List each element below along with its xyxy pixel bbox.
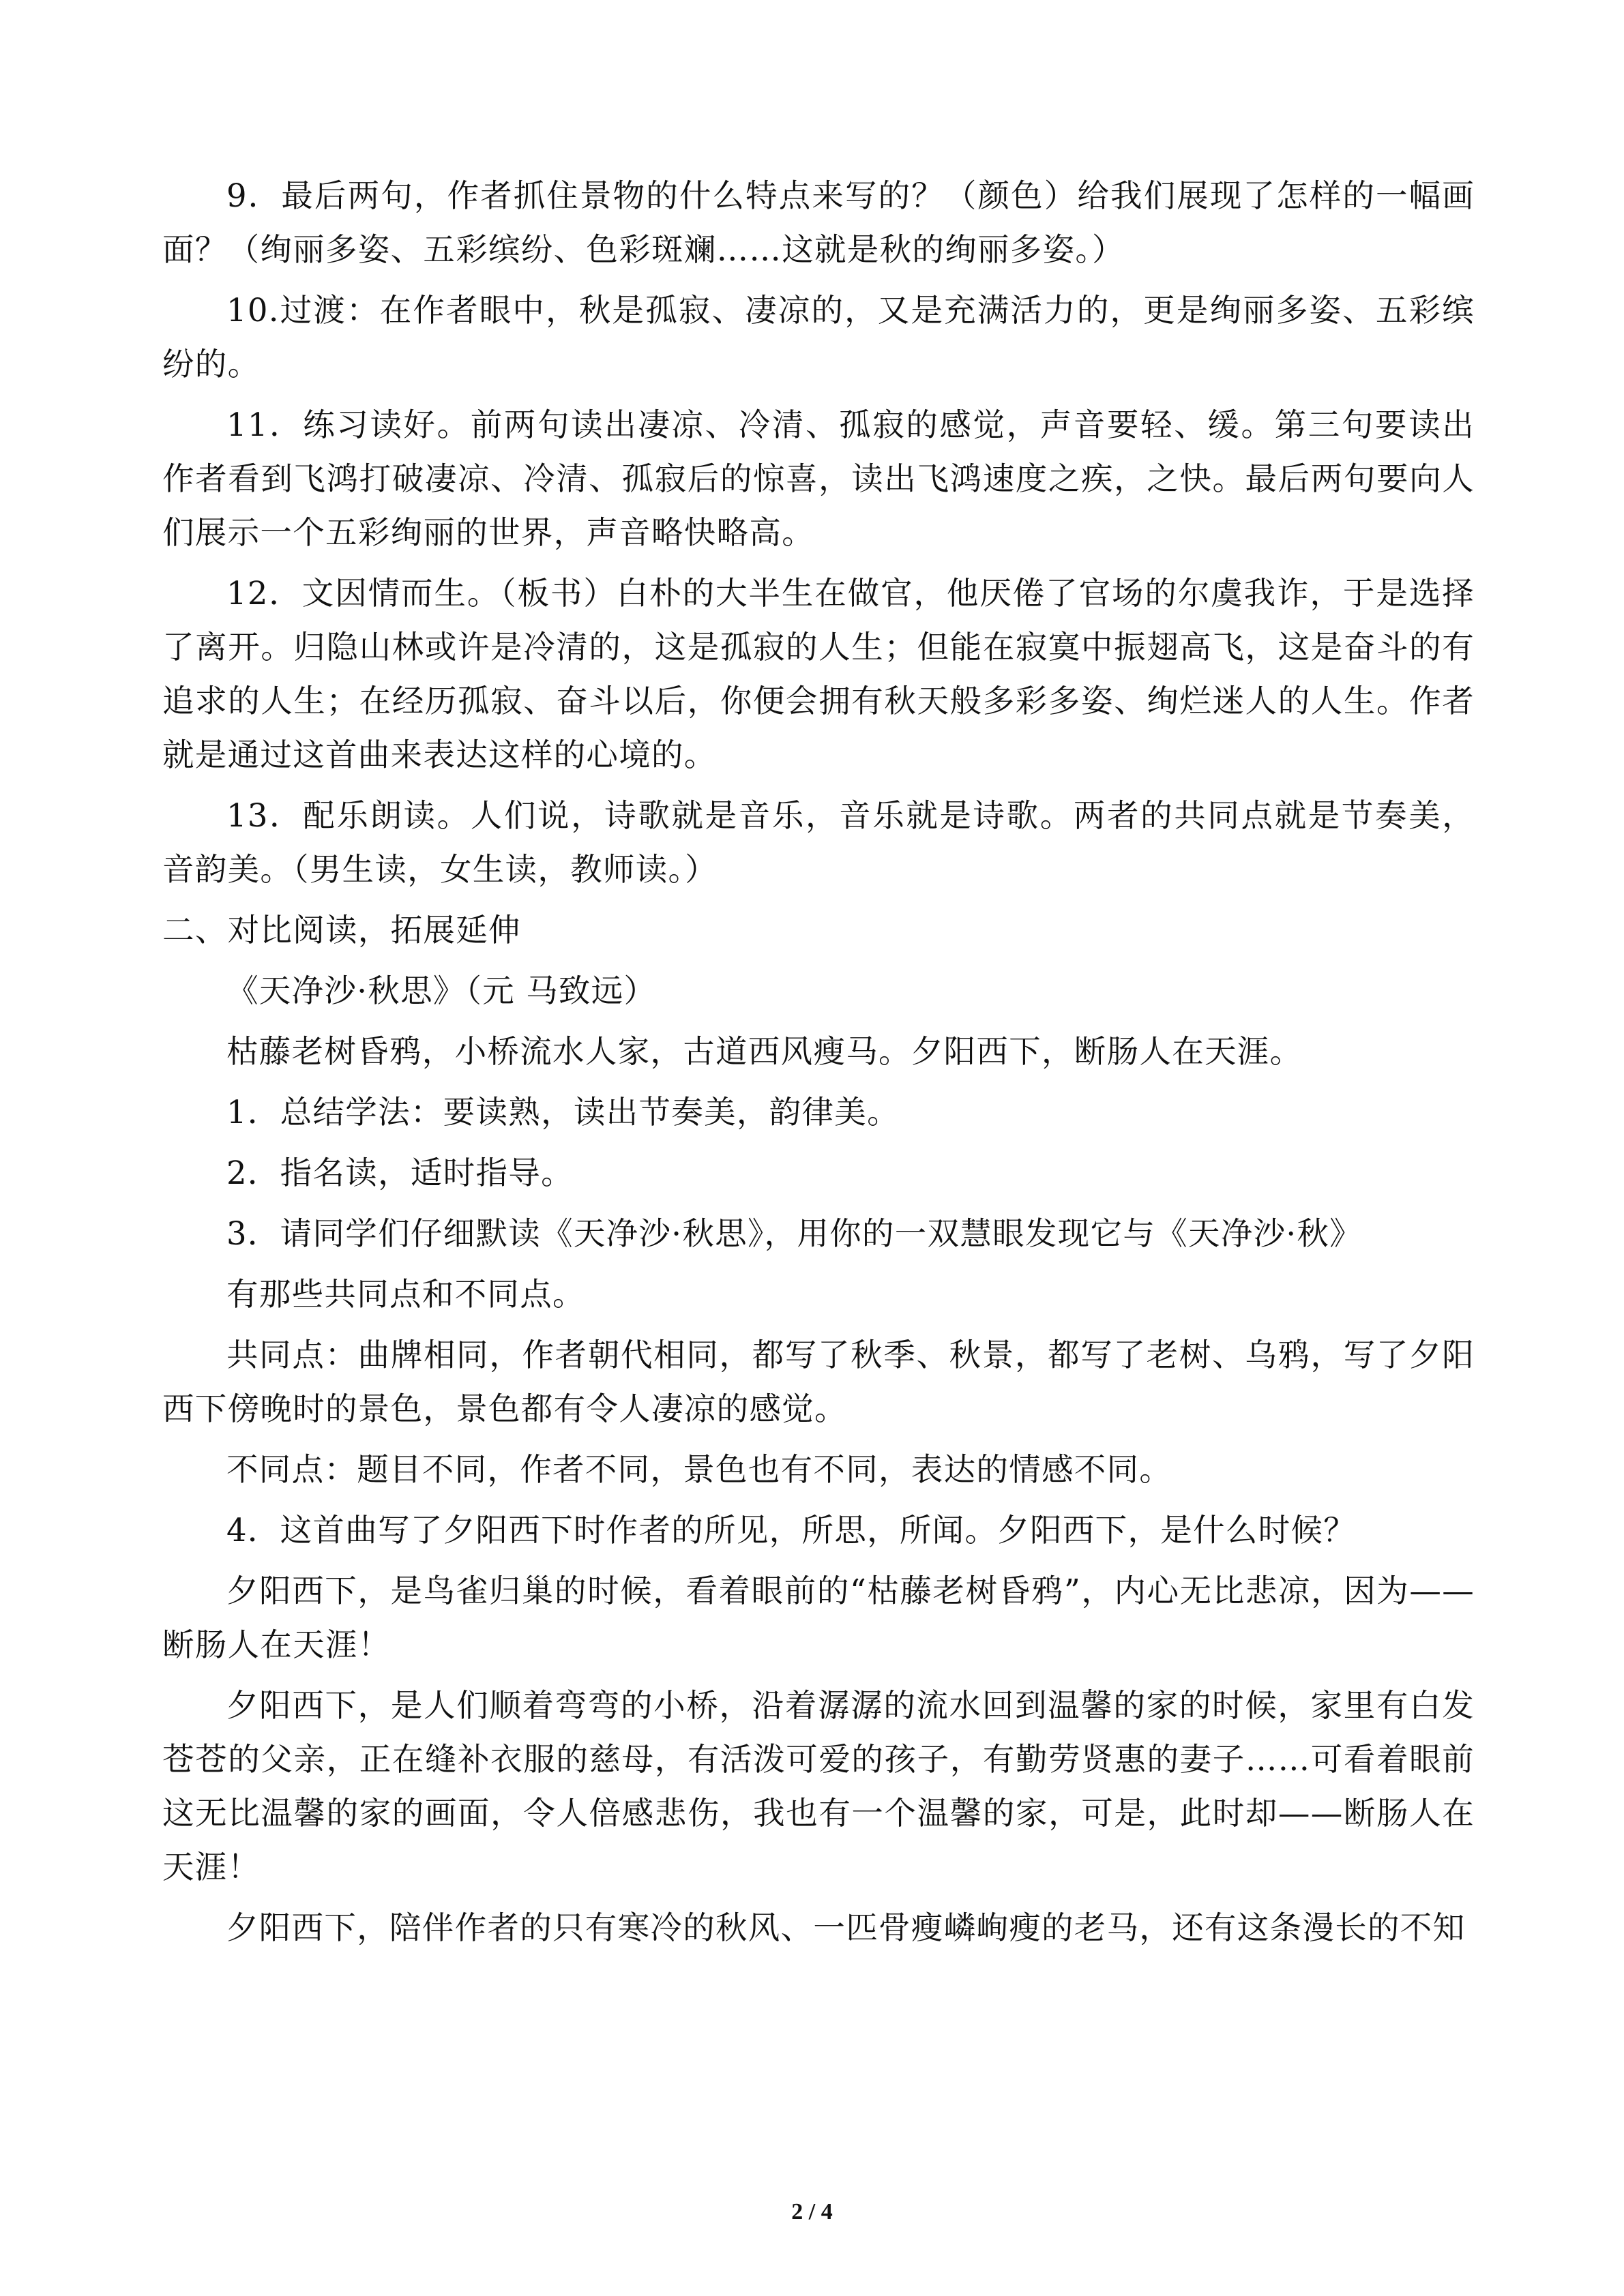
poem-text: 枯藤老树昏鸦，小桥流水人家，古道西风瘦马。夕阳西下，断肠人在天涯。 bbox=[226, 1033, 1303, 1070]
section-heading: 二、对比阅读，拓展延伸 bbox=[162, 912, 521, 949]
sunset-paragraph-1: 夕阳西下，是鸟雀归巢的时候，看着眼前的“枯藤老树昏鸦”，内心无比悲凉，因为——断肠人在天涯！ bbox=[162, 1572, 1475, 1663]
sunset-paragraph-3: 夕阳西下，陪伴作者的只有寒冷的秋风、一匹骨瘦嶙峋瘦的老马，还有这条漫长的不知 bbox=[226, 1909, 1466, 1946]
paragraph-item-13: 13．配乐朗读。人们说，诗歌就是音乐，音乐就是诗歌。两者的共同点就是节奏美，音韵美。（男生读，女生读，教师读。） bbox=[162, 797, 1475, 888]
step-item-3: 3．请同学们仔细默读《天净沙·秋思》，用你的一双慧眼发现它与《天净沙·秋》 bbox=[226, 1215, 1362, 1252]
paragraph-item-11: 11．练习读好。前两句读出凄凉、冷清、孤寂的感觉，声音要轻、缓。第三句要读出作者看到飞鸿打破凄凉、冷清、孤寂后的惊喜，读出飞鸿速度之疾，之快。最后两句要向人们展示一个五彩绚丽的世界，声音略快略高。 bbox=[162, 406, 1475, 551]
step-item-3-continued: 有那些共同点和不同点。 bbox=[226, 1276, 585, 1313]
poem-title: 《天净沙·秋思》（元 马致远） bbox=[226, 972, 657, 1009]
sunset-paragraph-2: 夕阳西下，是人们顺着弯弯的小桥，沿着潺潺的流水回到温馨的家的时候，家里有白发苍苍的父亲，正在缝补衣服的慈母，有活泼可爱的孩子，有勤劳贤惠的妻子……可看着眼前这无比温馨的家的画面，令人倍感悲伤，我也有一个温馨的家，可是，此时却——断肠人在天涯！ bbox=[162, 1687, 1475, 1885]
step-item-4: 4．这首曲写了夕阳西下时作者的所见，所思，所闻。夕阳西下，是什么时候？ bbox=[226, 1512, 1357, 1549]
similarities-paragraph: 共同点：曲牌相同，作者朝代相同，都写了秋季、秋景，都写了老树、乌鸦，写了夕阳西下傍晚时的景色，景色都有令人凄凉的感觉。 bbox=[162, 1337, 1475, 1427]
document-body bbox=[162, 169, 1475, 1962]
paragraph-item-10: 10.过渡：在作者眼中，秋是孤寂、凄凉的，又是充满活力的，更是绚丽多姿、五彩缤纷的。 bbox=[162, 292, 1475, 383]
step-item-1: 1．总结学法：要读熟，读出节奏美，韵律美。 bbox=[226, 1094, 900, 1131]
page-number: 2 / 4 bbox=[791, 2199, 833, 2224]
paragraph-item-9: 9．最后两句，作者抓住景物的什么特点来写的？（颜色）给我们展现了怎样的一幅画面？（绚丽多姿、五彩缤纷、色彩斑斓……这就是秋的绚丽多姿。） bbox=[162, 177, 1475, 268]
differences-paragraph: 不同点：题目不同，作者不同，景色也有不同，表达的情感不同。 bbox=[226, 1451, 1172, 1488]
step-item-2: 2．指名读，适时指导。 bbox=[226, 1154, 574, 1191]
paragraph-item-12: 12．文因情而生。（板书）白朴的大半生在做官，他厌倦了官场的尔虞我诈，于是选择了离开。归隐山林或许是冷清的，这是孤寂的人生；但能在寂寞中振翅高飞，这是奋斗的有追求的人生；在经历孤寂、奋斗以后，你便会拥有秋天般多彩多姿、绚烂迷人的人生。作者就是通过这首曲来表达这样的心境的。 bbox=[162, 575, 1475, 773]
